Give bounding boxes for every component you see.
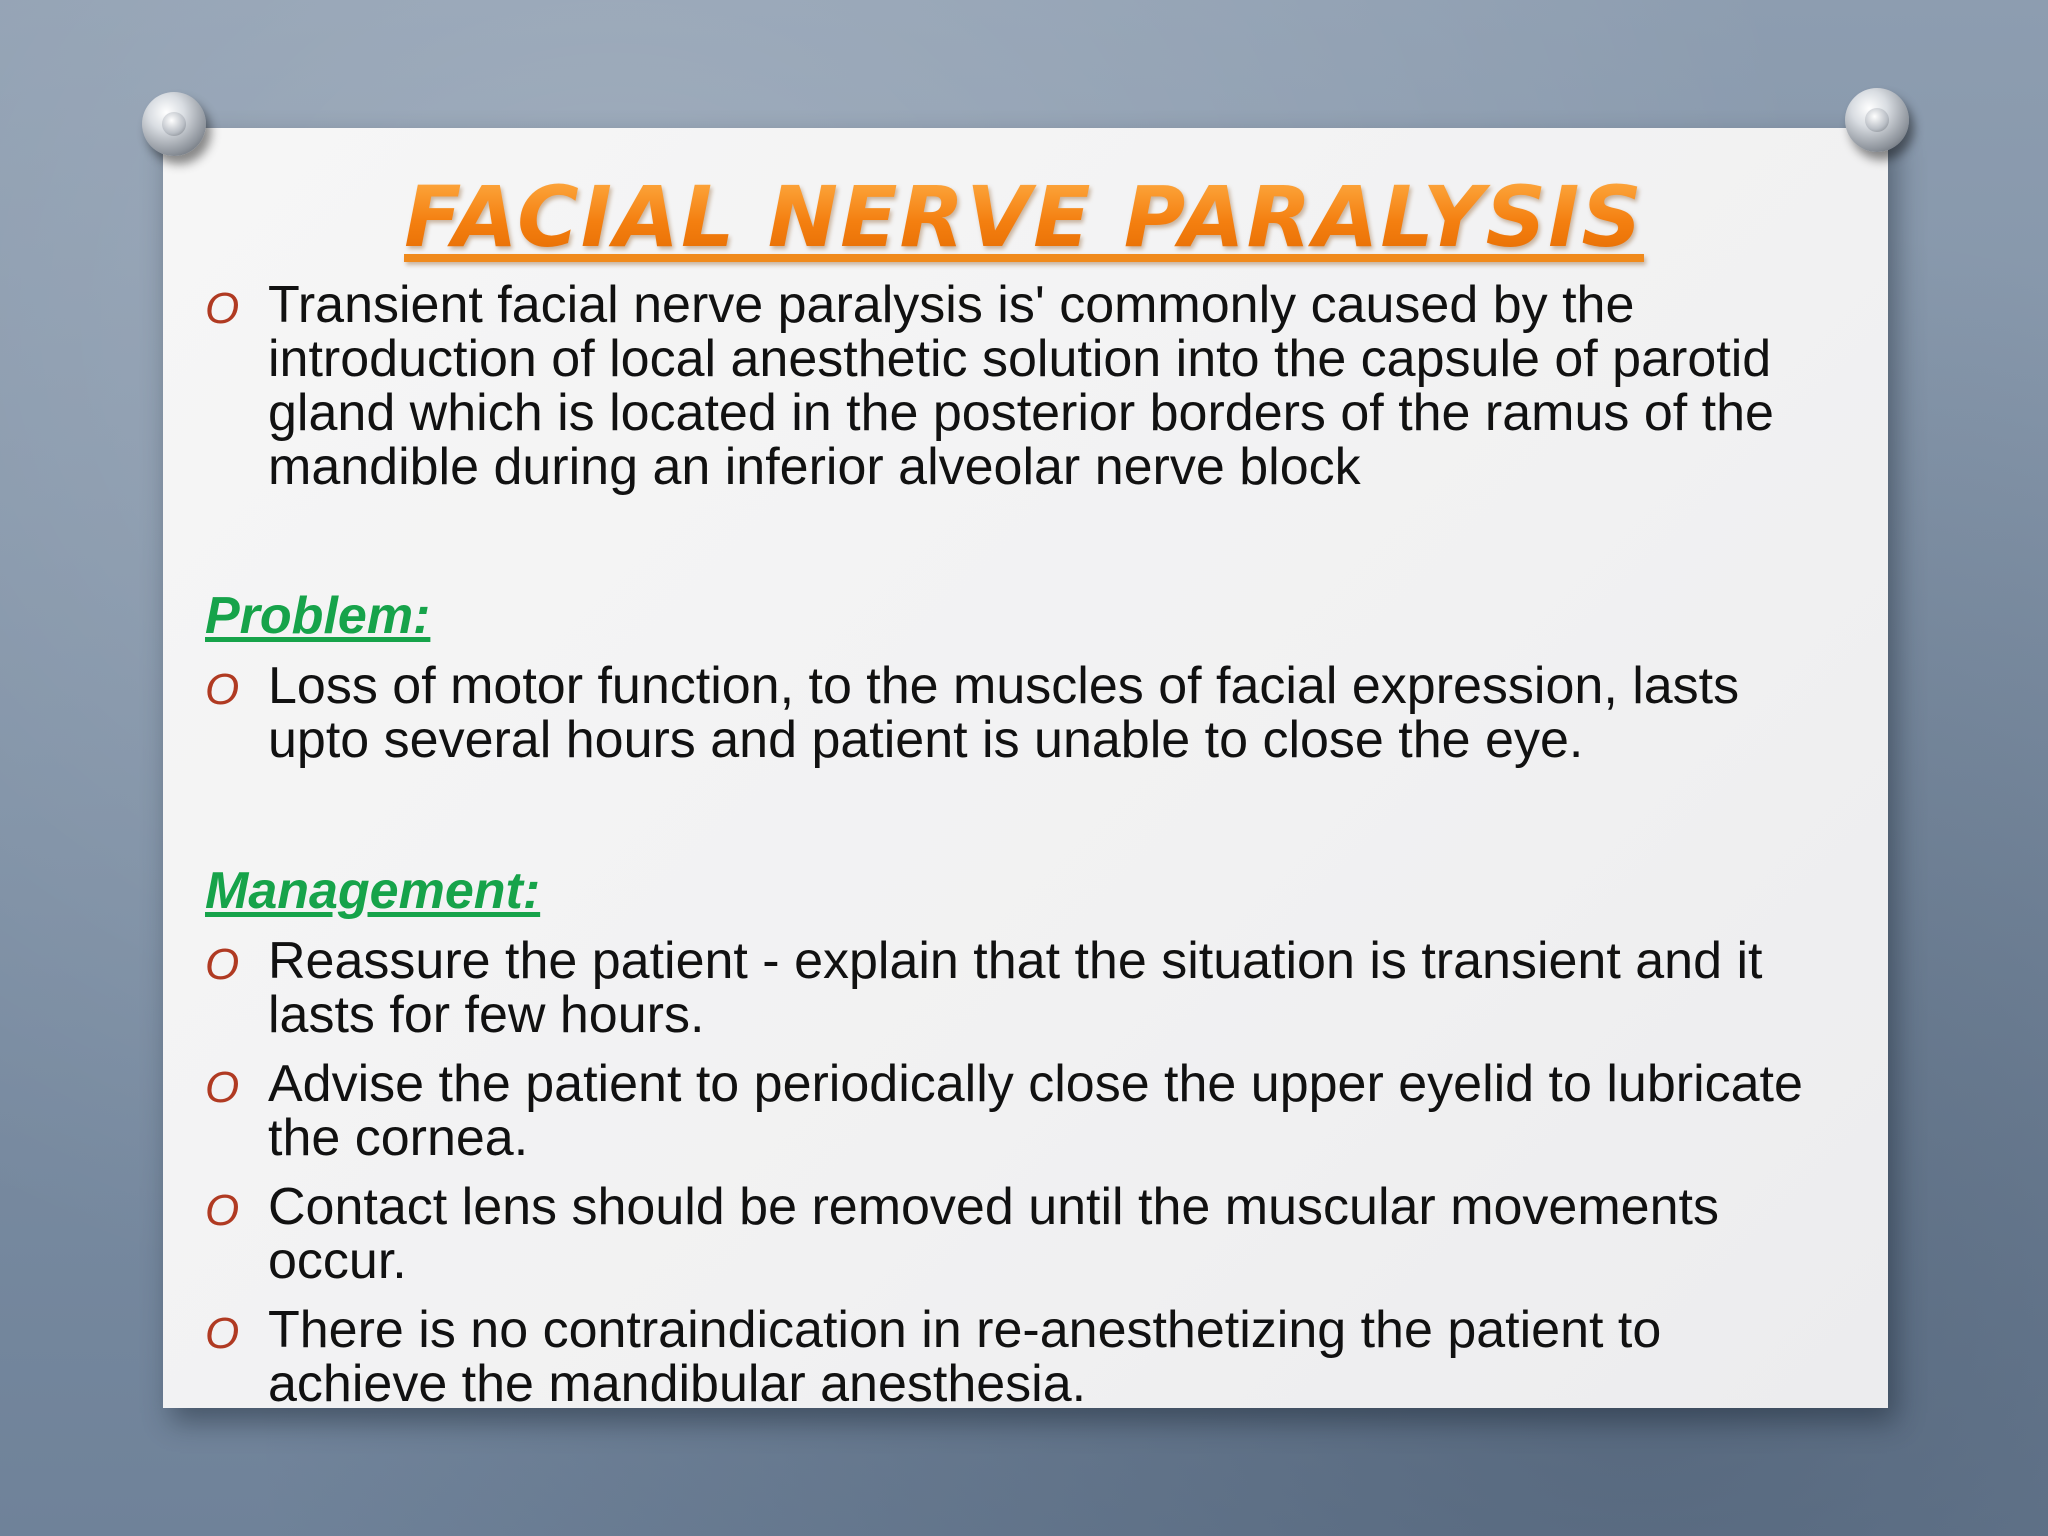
intro-bullet-list — [205, 278, 1825, 494]
bullet-marker-icon: O — [205, 1309, 240, 1358]
intro-bullet-text: Transient facial nerve paralysis is' commonly caused by the introduction of local anesthetic solution into the capsule of parotid gland which is located in the posterior borders of the ramus of the mandible during an inferior alveolar nerve block — [268, 276, 1774, 496]
problem-bullet-text: Loss of motor function, to the muscles of facial expression, lasts upto several hours and patient is unable to close the eye. — [268, 657, 1740, 769]
problem-bullet-list — [205, 659, 1825, 767]
bullet-marker-icon: O — [205, 665, 240, 714]
management-bullet-text: Advise the patient to periodically close the upper eyelid to lubricate the cornea. — [268, 1055, 1803, 1167]
problem-heading: Problem: — [205, 587, 431, 645]
management-heading: Management: — [205, 862, 541, 920]
management-bullet-reanesthetize — [205, 1303, 1825, 1411]
bullet-marker-icon: O — [205, 940, 240, 989]
pushpin-right-icon — [1845, 88, 1909, 152]
slide-content — [205, 278, 1825, 1426]
pushpin-left-icon — [142, 92, 206, 156]
management-bullet-eyelid — [205, 1057, 1825, 1165]
management-bullet-text: There is no contraindication in re-anesthetizing the patient to achieve the mandibular anesthesia. — [268, 1301, 1662, 1413]
bullet-marker-icon: O — [205, 1063, 240, 1112]
intro-bullet — [205, 278, 1825, 494]
bullet-marker-icon: O — [205, 284, 240, 333]
management-bullet-contact-lens — [205, 1180, 1825, 1288]
management-bullet-text: Reassure the patient - explain that the situation is transient and it lasts for few hours. — [268, 932, 1763, 1044]
problem-bullet — [205, 659, 1825, 767]
management-bullet-text: Contact lens should be removed until the muscular movements occur. — [268, 1178, 1719, 1290]
management-bullet-reassure — [205, 934, 1825, 1042]
slide-title: FACIAL NERVE PARALYSIS — [0, 168, 2048, 266]
management-bullet-list — [205, 934, 1825, 1411]
bullet-marker-icon: O — [205, 1186, 240, 1235]
